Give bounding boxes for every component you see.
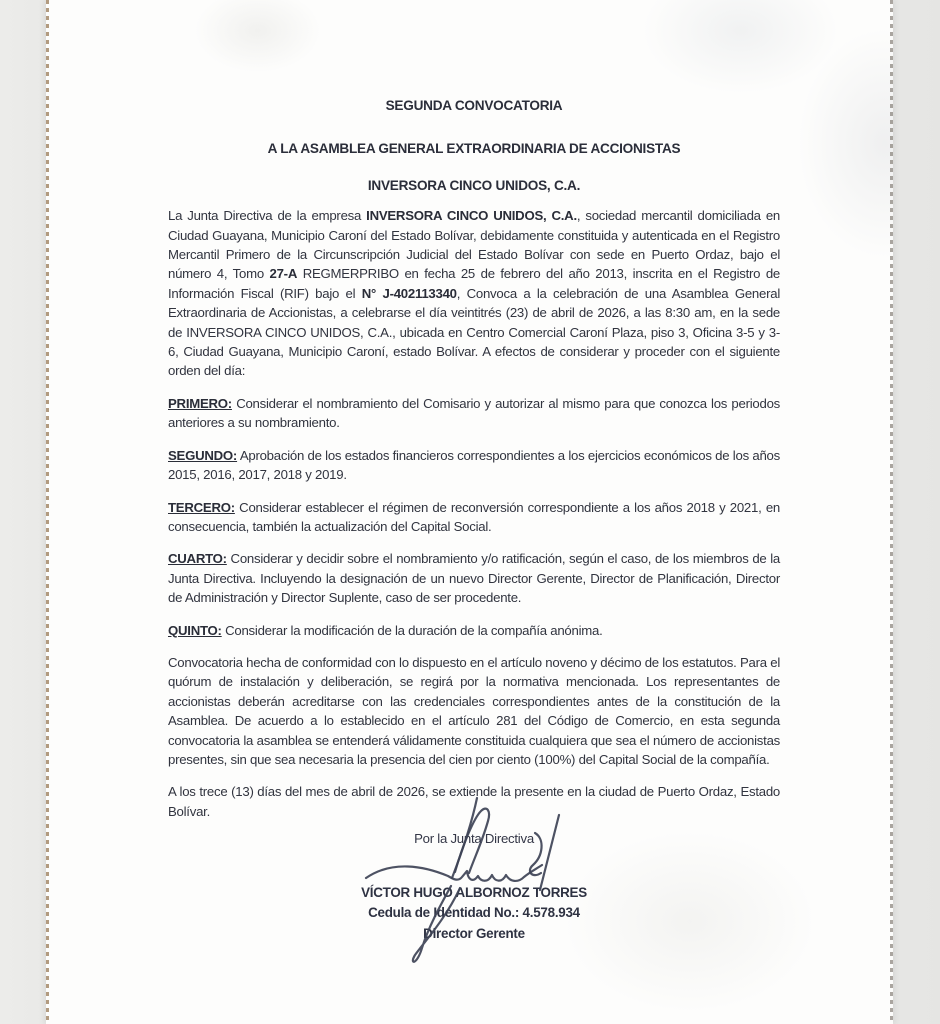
agenda-item-primero: PRIMERO: Considerar el nombramiento del Comisario y autorizar al mismo para que conozca los periodos anteriores a su nombramiento. bbox=[168, 395, 780, 431]
agenda-item-quinto: QUINTO: Considerar la modificación de la duración de la compañía anónima. bbox=[168, 622, 603, 638]
closing-paragraph: Convocatoria hecha de conformidad con lo dispuesto en el artículo noveno y décimo de los estatutos. Para el quórum de instalación y deliberación, se regirá por la normativa mencionada. Los representantes de accionistas deberán acreditarse con las credenciales correspondientes antes de la constitución de la Asamblea. De acuerdo a lo establecido en el artículo 281 del Código de Comercio, en esta segunda convocatoria la asamblea se entenderá válidamente constituida cualquiera que sea el número de accionistas presentes, sin que sea necesaria la presencia del cien por ciento (100%) del Capital Social de la compañía. bbox=[168, 654, 780, 767]
signer-role: Director Gerente bbox=[423, 925, 525, 941]
signer-name: VÍCTOR HUGO ALBORNOZ TORRES bbox=[361, 884, 587, 900]
document-body bbox=[168, 96, 780, 944]
signer-id: Cedula de Identidad No.: 4.578.934 bbox=[368, 905, 580, 921]
date-paragraph: A los trece (13) días del mes de abril de 2026, se extiende la presente en la ciudad de Puerto Ordaz, Estado Bolívar. bbox=[168, 784, 780, 819]
company-name-heading: INVERSORA CINCO UNIDOS, C.A. bbox=[367, 177, 581, 193]
document-subtitle: A LA ASAMBLEA GENERAL EXTRAORDINARIA DE ACCIONISTAS bbox=[267, 141, 681, 157]
agenda-item-tercero: TERCERO: Considerar establecer el régimen de reconversión correspondiente a los años 2018 y 2021, en consecuencia, también la actualización del Capital Social. bbox=[168, 499, 780, 534]
agenda-item-segundo: SEGUNDO: Aprobación de los estados financieros correspondientes a los ejercicios económicos de los años 2015, 2016, 2017, 2018 y 2019. bbox=[168, 447, 780, 483]
signature-byline: Por la Junta Directiva bbox=[414, 831, 534, 847]
intro-paragraph: La Junta Directiva de la empresa INVERSORA CINCO UNIDOS, C.A., sociedad mercantil domiciliada en Ciudad Guayana, Municipio Caroní del Estado Bolívar, debidamente constituida y autenticada en el Registro Mercantil Primero de la Circunscripción Judicial del Estado Bolívar con sede en Puerto Ordaz, bajo el número 4, Tomo 27-A REGMERPRIBO en fecha 25 de febrero del año 2013, inscrita en el Registro de Información Fiscal (RIF) bajo el N° J-402113340, Convoca a la celebración de una Asamblea General Extraordinaria de Accionistas, a celebrarse el día veintitrés (23) de abril de 2026, a las 8:30 am, en la sede de INVERSORA CINCO UNIDOS, C.A., ubicada en Centro Comercial Caroní Plaza, piso 3, Oficina 3-5 y 3-6, Ciudad Guayana, Municipio Caroní, estado Bolívar. A efectos de considerar y proceder con el siguiente orden del día: bbox=[168, 208, 781, 379]
document-sheet bbox=[46, 0, 893, 1024]
agenda-item-cuarto: CUARTO: Considerar y decidir sobre el nombramiento y/o ratificación, según el caso, de los miembros de la Junta Directiva. Incluyendo la designación de un nuevo Director Gerente, Director de Planificación, Director de Administración y Director Suplente, caso de ser procedente. bbox=[168, 551, 780, 606]
signature-block bbox=[168, 829, 780, 944]
document-title: SEGUNDA CONVOCATORIA bbox=[385, 98, 563, 113]
